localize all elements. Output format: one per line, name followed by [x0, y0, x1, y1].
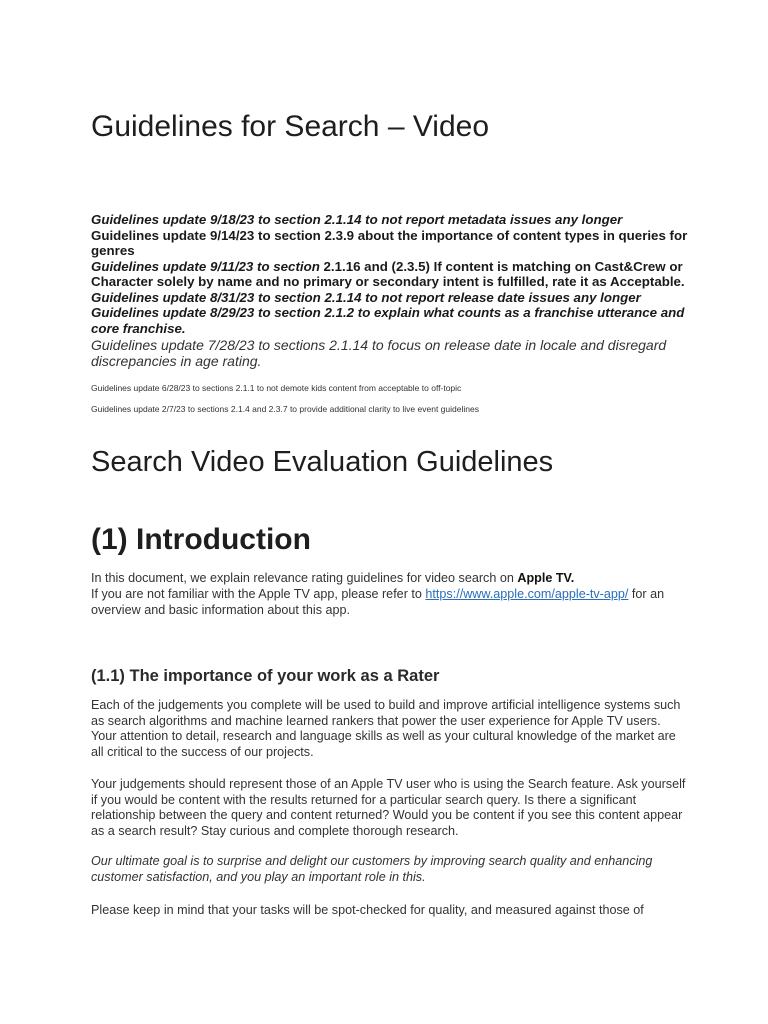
- update-text: Guidelines update 9/18/23 to section 2.1.14 to not report metadata issues any longer: [91, 212, 623, 227]
- intro-heading: (1) Introduction: [91, 523, 311, 556]
- update-text: Guidelines update 8/29/23 to section 2.1.2 to explain what counts as a franchise utterance and core franchise.: [91, 305, 685, 336]
- update-text-italic: Guidelines update 9/11/23 to section: [91, 258, 320, 274]
- goal-paragraph: Our ultimate goal is to surprise and delight our customers by improving search quality and enhancing customer satisfaction, and you play an important role in this.: [91, 854, 653, 884]
- update-item: Guidelines update 7/28/23 to sections 2.1.14 to focus on release date in locale and disregard discrepancies in age rating.: [91, 337, 667, 369]
- update-item: [91, 259, 691, 290]
- apple-tv-bold: Apple TV.: [517, 571, 575, 585]
- intro-paragraph: [91, 570, 691, 618]
- update-text: 2.1.16 and (2.3.5) If content is matching on Cast&Crew or Character solely by name and no primary or secondary intent is fulfilled, rate it as Acceptable.: [91, 258, 685, 289]
- guideline-updates-list: [91, 212, 691, 414]
- section-title: Search Video Evaluation Guidelines: [91, 446, 554, 478]
- update-item: [91, 212, 691, 228]
- intro-text: In this document, we explain relevance rating guidelines for video search on: [91, 571, 518, 585]
- update-item: [91, 305, 691, 336]
- apple-tv-app-link[interactable]: https://www.apple.com/apple-tv-app/: [425, 587, 629, 601]
- intro-text: If you are not familiar with the Apple TV app, please refer to: [91, 587, 426, 601]
- body-paragraph: Each of the judgements you complete will be used to build and improve artificial intelligence systems such as search algorithms and machine learned rankers that power the user experience for Apple TV users. Your attention to detail, research and language skills as well as your cultural knowledge of the market are all critical to the success of our projects.: [91, 698, 681, 760]
- sub-heading: (1.1) The importance of your work as a Rater: [91, 667, 440, 685]
- document-title: Guidelines for Search – Video: [91, 110, 490, 143]
- body-paragraph: Please keep in mind that your tasks will be spot-checked for quality, and measured against those of: [91, 903, 644, 917]
- update-text: Guidelines update 8/31/23 to section 2.1.14 to not report release date issues any longer: [91, 289, 641, 305]
- body-paragraph: Your judgements should represent those of an Apple TV user who is using the Search feature. Ask yourself if you would be content with the results returned for a particular search query. Is there a significant relationship between the query and content returned? Would you be content if you see this content appear as a search result? Stay curious and complete thorough research.: [91, 777, 686, 839]
- update-item: [91, 290, 691, 306]
- intro-text: for an overview and basic information about this app.: [91, 587, 665, 617]
- update-item: Guidelines update 2/7/23 to sections 2.1.4 and 2.3.7 to provide additional clarity to live event guidelines: [91, 404, 479, 414]
- update-item: Guidelines update 9/14/23 to section 2.3.9 about the importance of content types in queries for genres: [91, 227, 688, 258]
- update-item: Guidelines update 6/28/23 to sections 2.1.1 to not demote kids content from acceptable to off-topic: [91, 383, 462, 393]
